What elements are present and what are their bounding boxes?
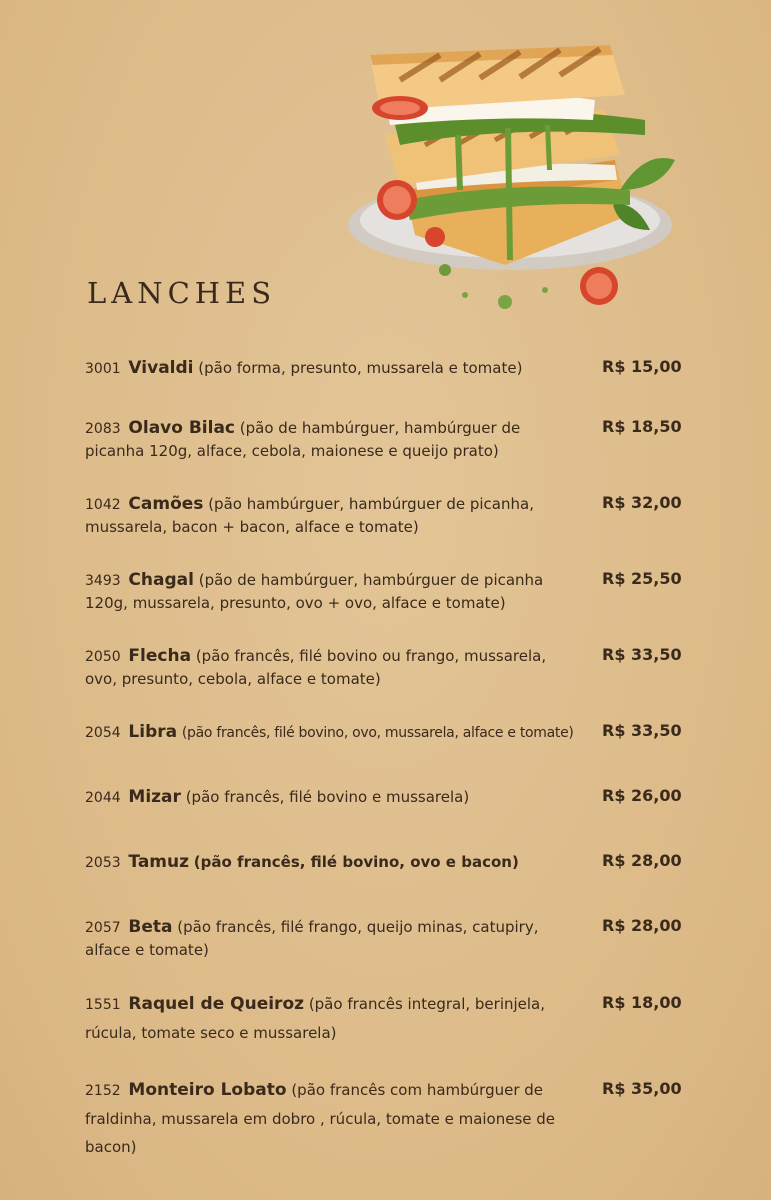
item-code: 1042 [85, 497, 121, 513]
item-code: 1551 [85, 997, 121, 1013]
item-code: 2053 [85, 855, 121, 871]
menu-item [85, 645, 685, 690]
item-code: 3001 [85, 361, 121, 377]
item-price: R$ 26,00 [602, 786, 682, 805]
item-price: R$ 33,50 [602, 645, 682, 664]
item-price: R$ 18,00 [602, 993, 682, 1012]
item-code: 2054 [85, 725, 121, 741]
item-description: (pão francês, filé bovino e mussarela) [185, 788, 470, 806]
sandwich-illustration [345, 40, 690, 315]
item-description: (pão hambúrguer, hambúrguer de picanha, mussarela, bacon + bacon, alface e tomate) [85, 495, 534, 536]
menu-item [85, 417, 685, 462]
item-name: Raquel de Queiroz [128, 994, 305, 1014]
item-code: 2057 [85, 920, 121, 936]
item-name: Olavo Bilac [128, 418, 236, 438]
item-description: (pão francês integral, berinjela, rúcula, tomate seco e mussarela) [85, 995, 546, 1042]
item-code: 2083 [85, 421, 121, 437]
menu-item [85, 916, 685, 961]
item-name: Libra [128, 722, 178, 742]
item-description: (pão de hambúrguer, hambúrguer de picanha 120g, mussarela, presunto, ovo + ovo, alface e tomate) [85, 571, 544, 612]
menu-item [85, 786, 685, 809]
item-name: Beta [128, 917, 173, 937]
item-name: Vivaldi [128, 358, 194, 378]
item-code: 3493 [85, 573, 121, 589]
item-code: 2050 [85, 649, 121, 665]
item-description: (pão francês, filé bovino ou frango, mussarela, ovo, presunto, cebola, alface e tomate) [85, 647, 547, 688]
item-name: Chagal [128, 570, 194, 590]
item-price: R$ 28,00 [602, 851, 682, 870]
item-description: (pão forma, presunto, mussarela e tomate) [198, 359, 523, 377]
item-name: Flecha [128, 646, 192, 666]
item-name: Mizar [128, 787, 181, 807]
item-price: R$ 33,50 [602, 721, 682, 740]
item-name: Camões [128, 494, 204, 514]
item-price: R$ 18,50 [602, 417, 682, 436]
item-name: Tamuz [128, 852, 190, 872]
menu-item [85, 1076, 685, 1161]
section-title: LANCHES [87, 276, 277, 310]
item-price: R$ 35,00 [602, 1079, 682, 1098]
item-price: R$ 15,00 [602, 357, 682, 376]
item-price: R$ 28,00 [602, 916, 682, 935]
item-name: Monteiro Lobato [128, 1080, 287, 1100]
menu-item [85, 357, 685, 380]
item-description: (pão francês com hambúrguer de fraldinha, mussarela em dobro , rúcula, tomate e maionese de bacon) [85, 1081, 556, 1156]
item-price: R$ 25,50 [602, 569, 682, 588]
item-code: 2044 [85, 790, 121, 806]
item-description: (pão francês, filé bovino, ovo e bacon) [193, 853, 519, 871]
menu-item [85, 569, 685, 614]
item-description: (pão francês, filé frango, queijo minas, catupiry, alface e tomate) [85, 918, 539, 959]
item-description: (pão de hambúrguer, hambúrguer de picanha 120g, alface, cebola, maionese e queijo prato) [85, 419, 521, 460]
menu-item [85, 851, 685, 874]
item-description: (pão francês, filé bovino, ovo, mussarela, alface e tomate) [181, 725, 574, 741]
menu-item [85, 493, 685, 538]
menu-item [85, 990, 685, 1047]
menu-item [85, 721, 685, 744]
item-code: 2152 [85, 1083, 121, 1099]
item-price: R$ 32,00 [602, 493, 682, 512]
